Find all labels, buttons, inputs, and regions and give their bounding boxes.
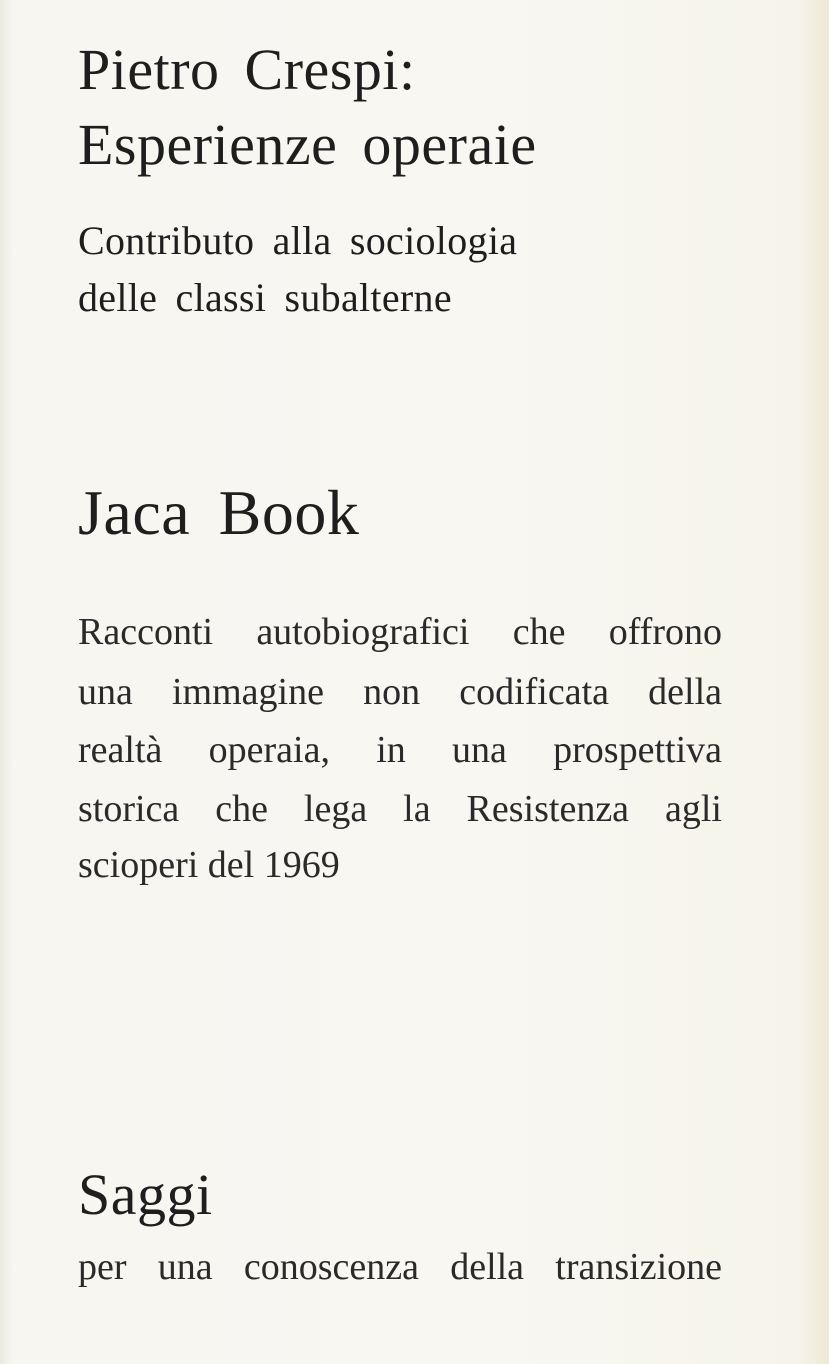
author: Pietro Crespi: <box>78 37 416 102</box>
description-line: Racconti autobiografici che offrono <box>78 611 722 653</box>
description-line: realtà operaia, in una prospettiva <box>78 729 722 771</box>
book-title: Esperienze operaie <box>78 112 537 177</box>
series-name: Saggi <box>78 1162 213 1227</box>
subtitle-line: delle classi subalterne <box>78 275 452 320</box>
subtitle-line: Contributo alla sociologia <box>78 218 518 263</box>
description-line: storica che lega la Resistenza agli <box>78 788 722 830</box>
description-line: scioperi del 1969 <box>78 844 340 886</box>
publisher: Jaca Book <box>78 477 360 548</box>
description-line: una immagine non codificata della <box>78 671 722 713</box>
series-tagline: per una conoscenza della transizione <box>78 1246 722 1288</box>
